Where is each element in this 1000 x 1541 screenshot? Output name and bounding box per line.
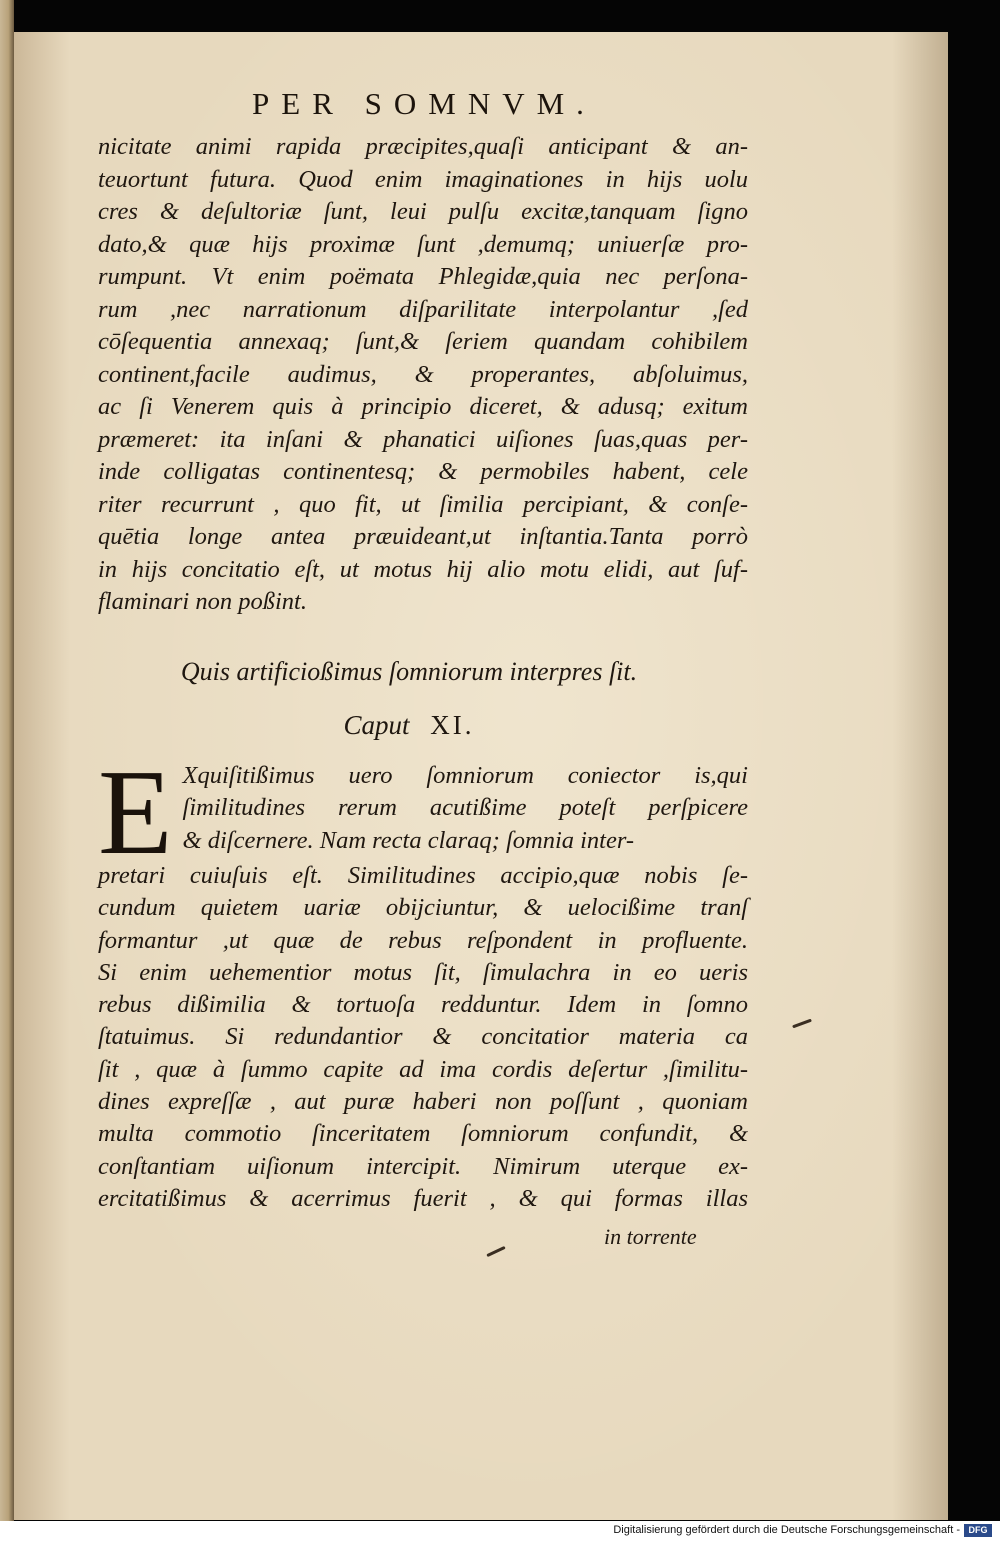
text-line: cres & deſultoriæ ſunt, leui pulſu excitæ,tanquam ſigno (98, 198, 748, 225)
text-line: præmeret: ita inſani & phanatici uiſiones ſuas,quas per- (98, 425, 748, 453)
footer-bar (0, 1521, 1000, 1541)
text-line: ſit , quæ à ſummo capite ad ima cordis deſertur ,ſimilitu- (98, 1055, 748, 1083)
text-line: ac ſi Venerem quis à principio diceret, & adusq; exitum (98, 393, 748, 420)
chapter-heading (14, 710, 804, 741)
text-line: flaminari non poßint. (98, 588, 307, 615)
text-line: cundum quietem uariæ obijciuntur, & uelocißime tranſ (98, 894, 748, 922)
text-line: ſtatuimus. Si redundantior & concitatior materia ca (98, 1023, 748, 1051)
text-line: rebus dißimilia & tortuoſa redduntur. Idem in ſomno (98, 991, 748, 1019)
text-line: Si enim uehementior motus ſit, ſimulachra in eo ueris (98, 958, 748, 986)
drop-cap-initial: E (98, 745, 173, 880)
catchword: in torrente (604, 1224, 697, 1249)
running-head: PER SOMNVM. (252, 86, 596, 121)
chapter-number: XI. (430, 710, 475, 740)
paragraph-text (98, 131, 748, 619)
text-line: pretari cuiuſuis eſt. Similitudines accipio,quæ nobis ſe- (98, 862, 748, 889)
text-line: dines expreſſæ , aut puræ haberi non poſſunt , quoniam (98, 1088, 748, 1116)
text-line: in hijs concitatio eſt, ut motus hij alio motu elidi, aut ſuf- (98, 555, 748, 583)
text-line: inde colligatas continentesq; & permobiles habent, cele (98, 458, 748, 485)
text-line: nicitate animi rapida præcipites,quaſi anticipant & an- (98, 133, 748, 160)
chapter-title: Quis artificioßimus ſomniorum interpres ſit. (180, 657, 638, 686)
text-line: quētia longe antea præuideant,ut inſtantia.Tanta porrò (98, 523, 748, 550)
ink-mark (486, 1246, 505, 1257)
book-page (14, 32, 948, 1520)
ink-mark (792, 1019, 812, 1029)
text-line: multa commotio ſinceritatem ſomniorum confundit, & (98, 1120, 748, 1148)
facing-page-edge (0, 0, 14, 1521)
text-line: continent,facile audimus, & properantes, abſoluimus, (98, 360, 748, 388)
text-line: formantur ,ut quæ de rebus reſpondent in profluente. (98, 926, 748, 954)
text-line: ercitatißimus & acerrimus fuerit , & qui formas illas (98, 1184, 748, 1212)
text-line: rum ,nec narrationum diſparilitate interpolantur ,ſed (98, 295, 748, 323)
text-line: dato,& quæ hijs proximæ ſunt ,demumq; uniuerſæ pro- (98, 230, 748, 258)
text-line: cōſequentia annexaq; ſunt,& ſeriem quandam cohibilem (98, 328, 748, 355)
chapter-label: Caput (343, 710, 410, 740)
text-line: rumpunt. Vt enim poëmata Phlegidæ,quia nec perſona- (98, 263, 748, 290)
text-line: Xquiſitißimus uero ſomniorum coniector is,qui (182, 762, 748, 789)
funding-credit: Digitalisierung gefördert durch die Deutsche Forschungsgemeinschaft - (613, 1524, 960, 1536)
chapter-text (98, 745, 748, 1215)
text-line: & diſcernere. Nam recta claraq; ſomnia inter- (182, 826, 635, 854)
text-line: teuortunt futura. Quod enim imaginationes in hijs uolu (98, 165, 748, 193)
text-line: conſtantiam uiſionum intercipit. Nimirum uterque ex- (98, 1152, 748, 1180)
dfg-logo-icon: DFG (964, 1524, 992, 1537)
text-line: riter recurrunt , quo fit, ut ſimilia percipiant, & conſe- (98, 490, 748, 518)
text-line: ſimilitudines rerum acutißime poteſt perſpicere (182, 794, 748, 822)
